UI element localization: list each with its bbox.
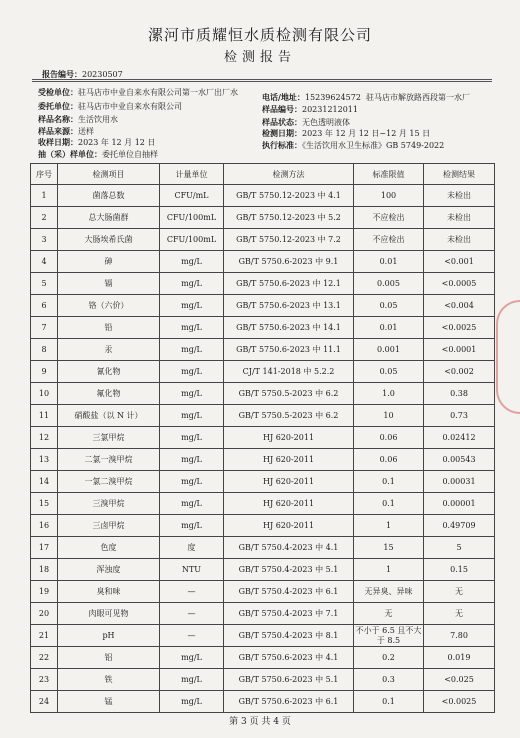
test-item: 三氯甲烷 — [58, 427, 160, 449]
row-number: 12 — [31, 427, 58, 449]
standard-limit: 不应检出 — [354, 207, 424, 229]
test-result: 0.49709 — [424, 515, 495, 537]
test-item: 铬（六价） — [58, 295, 160, 317]
test-result: 0.02412 — [424, 427, 495, 449]
test-result: 未检出 — [424, 229, 495, 251]
test-item: 三卤甲烷 — [58, 515, 160, 537]
test-result: 0.00543 — [424, 449, 495, 471]
test-method: GB/T 5750.12-2023 中 7.2 — [224, 229, 354, 251]
column-header: 检测结果 — [424, 164, 495, 185]
sampling-field: 抽（采）样单位：委托单位自抽样 — [38, 149, 158, 159]
table-row — [31, 295, 495, 317]
table-row — [31, 449, 495, 471]
test-item: 二氯一溴甲烷 — [58, 449, 160, 471]
table-row — [31, 405, 495, 427]
table-row — [31, 603, 495, 625]
row-number: 17 — [31, 537, 58, 559]
test-result: 5 — [424, 537, 495, 559]
seal-stamp-edge — [496, 300, 520, 414]
row-number: 20 — [31, 603, 58, 625]
row-number: 19 — [31, 581, 58, 603]
test-result: <0.004 — [424, 295, 495, 317]
row-number: 21 — [31, 625, 58, 647]
test-method: GB/T 5750.4-2023 中 4.1 — [224, 537, 354, 559]
test-result: 未检出 — [424, 207, 495, 229]
table-header-row — [31, 164, 495, 185]
row-number: 15 — [31, 493, 58, 515]
standard-limit: 0.1 — [354, 471, 424, 493]
standard-limit: 0.3 — [354, 669, 424, 691]
header-divider-top — [32, 79, 492, 80]
sample-state-field: 样品状态：无色透明液体 — [262, 117, 350, 127]
table-row — [31, 581, 495, 603]
table-row — [31, 427, 495, 449]
test-method: GB/T 5750.6-2023 中 11.1 — [224, 339, 354, 361]
table-row — [31, 471, 495, 493]
row-number: 18 — [31, 559, 58, 581]
standard-limit: 10 — [354, 405, 424, 427]
table-row — [31, 207, 495, 229]
unit: mg/L — [160, 273, 224, 295]
test-result: 0.73 — [424, 405, 495, 427]
sample-name-field: 样品名称：生活饮用水 — [38, 114, 118, 124]
unit: mg/L — [160, 361, 224, 383]
standard-limit: 不应检出 — [354, 229, 424, 251]
column-header: 检测方法 — [224, 164, 354, 185]
row-number: 1 — [31, 185, 58, 207]
test-method: GB/T 5750.6-2023 中 6.1 — [224, 691, 354, 713]
unit: mg/L — [160, 317, 224, 339]
table-row — [31, 515, 495, 537]
standard-limit: 无异臭、异味 — [354, 581, 424, 603]
test-date-field: 检测日期：2023 年 12 月 12 日~12 月 15 日 — [262, 128, 431, 138]
unit: mg/L — [160, 515, 224, 537]
test-item: 总大肠菌群 — [58, 207, 160, 229]
test-result: <0.0025 — [424, 317, 495, 339]
test-item: 肉眼可见物 — [58, 603, 160, 625]
entrust-field: 委托单位：驻马店市中业自来水有限公司 — [38, 101, 182, 111]
unit: mg/L — [160, 339, 224, 361]
unit: — — [160, 625, 224, 647]
test-item: 汞 — [58, 339, 160, 361]
test-result: 0.00001 — [424, 493, 495, 515]
header-divider-bottom — [32, 81, 492, 82]
test-item: 铅 — [58, 317, 160, 339]
test-method: GB/T 5750.6-2023 中 9.1 — [224, 251, 354, 273]
test-method: HJ 620-2011 — [224, 449, 354, 471]
table-row — [31, 229, 495, 251]
standard-limit: 0.01 — [354, 317, 424, 339]
test-result: <0.0001 — [424, 339, 495, 361]
standard-limit: 无 — [354, 603, 424, 625]
test-result: 0.15 — [424, 559, 495, 581]
row-number: 6 — [31, 295, 58, 317]
test-method: GB/T 5750.12-2023 中 4.1 — [224, 185, 354, 207]
client-field: 受检单位：驻马店市中业自来水有限公司第一水厂出厂水 — [38, 87, 238, 97]
test-method: GB/T 5750.6-2023 中 12.1 — [224, 273, 354, 295]
standard-limit: 0.001 — [354, 339, 424, 361]
test-result: <0.025 — [424, 669, 495, 691]
test-method: GB/T 5750.6-2023 中 14.1 — [224, 317, 354, 339]
standard-limit: 1 — [354, 559, 424, 581]
standard-limit: 0.01 — [354, 251, 424, 273]
unit: mg/L — [160, 383, 224, 405]
unit: 度 — [160, 537, 224, 559]
row-number: 23 — [31, 669, 58, 691]
report-number: 报告编号：20230507 — [42, 69, 123, 79]
test-method: HJ 620-2011 — [224, 427, 354, 449]
test-result: 7.80 — [424, 625, 495, 647]
standard-limit: 0.1 — [354, 493, 424, 515]
report-title: 检测报告 — [223, 50, 296, 65]
test-result: 0.00031 — [424, 471, 495, 493]
unit: mg/L — [160, 493, 224, 515]
unit: mg/L — [160, 427, 224, 449]
unit: mg/L — [160, 471, 224, 493]
test-method: GB/T 5750.6-2023 中 13.1 — [224, 295, 354, 317]
results-table — [30, 163, 495, 713]
table-row — [31, 339, 495, 361]
table-row — [31, 317, 495, 339]
row-number: 16 — [31, 515, 58, 537]
test-result: <0.0025 — [424, 691, 495, 713]
standard-limit: 1.0 — [354, 383, 424, 405]
unit: NTU — [160, 559, 224, 581]
test-item: pH — [58, 625, 160, 647]
test-result: 0.019 — [424, 647, 495, 669]
test-item: 硝酸盐（以 N 计） — [58, 405, 160, 427]
test-item: 大肠埃希氏菌 — [58, 229, 160, 251]
test-item: 锰 — [58, 691, 160, 713]
test-method: GB/T 5750.4-2023 中 7.1 — [224, 603, 354, 625]
row-number: 5 — [31, 273, 58, 295]
test-method: GB/T 5750.5-2023 中 6.2 — [224, 405, 354, 427]
unit: mg/L — [160, 691, 224, 713]
test-item: 氟化物 — [58, 383, 160, 405]
table-row — [31, 273, 495, 295]
column-header: 检测项目 — [58, 164, 160, 185]
row-number: 14 — [31, 471, 58, 493]
test-method: CJ/T 141-2018 中 5.2.2 — [224, 361, 354, 383]
unit: — — [160, 581, 224, 603]
test-method: GB/T 5750.4-2023 中 5.1 — [224, 559, 354, 581]
table-body — [31, 185, 495, 713]
row-number: 4 — [31, 251, 58, 273]
test-item: 砷 — [58, 251, 160, 273]
test-result: 未检出 — [424, 185, 495, 207]
table-row — [31, 625, 495, 647]
standard-limit: 0.05 — [354, 361, 424, 383]
test-item: 菌落总数 — [58, 185, 160, 207]
standard-limit: 不小于 6.5 且不大于 8.5 — [354, 625, 424, 647]
test-method: GB/T 5750.6-2023 中 5.1 — [224, 669, 354, 691]
test-item: 色度 — [58, 537, 160, 559]
standard-limit: 0.05 — [354, 295, 424, 317]
table-row — [31, 559, 495, 581]
table-row — [31, 361, 495, 383]
row-number: 3 — [31, 229, 58, 251]
unit: CFU/100mL — [160, 207, 224, 229]
table-row — [31, 251, 495, 273]
test-method: GB/T 5750.5-2023 中 6.2 — [224, 383, 354, 405]
test-result: <0.001 — [424, 251, 495, 273]
row-number: 22 — [31, 647, 58, 669]
test-method: HJ 620-2011 — [224, 493, 354, 515]
test-item: 一氯二溴甲烷 — [58, 471, 160, 493]
test-item: 浑浊度 — [58, 559, 160, 581]
unit: CFU/mL — [160, 185, 224, 207]
unit: CFU/100mL — [160, 229, 224, 251]
test-method: HJ 620-2011 — [224, 471, 354, 493]
row-number: 24 — [31, 691, 58, 713]
page-number: 第 3 页 共 4 页 — [229, 717, 291, 727]
test-method: GB/T 5750.4-2023 中 8.1 — [224, 625, 354, 647]
standard-limit: 15 — [354, 537, 424, 559]
test-item: 铝 — [58, 647, 160, 669]
table-row — [31, 647, 495, 669]
table-row — [31, 691, 495, 713]
standard-limit: 0.2 — [354, 647, 424, 669]
unit: mg/L — [160, 295, 224, 317]
test-item: 臭和味 — [58, 581, 160, 603]
company-name: 漯河市质耀恒水质检测有限公司 — [147, 26, 372, 44]
phone-address-field: 电话/地址：15239624572 驻马店市解放路西段第一水厂 — [262, 92, 471, 102]
test-result: 0.38 — [424, 383, 495, 405]
table-row — [31, 383, 495, 405]
test-result: 无 — [424, 603, 495, 625]
unit: mg/L — [160, 669, 224, 691]
test-item: 镉 — [58, 273, 160, 295]
standard-limit: 100 — [354, 185, 424, 207]
table-row — [31, 669, 495, 691]
test-method: GB/T 5750.6-2023 中 4.1 — [224, 647, 354, 669]
table-row — [31, 185, 495, 207]
standard-limit: 0.1 — [354, 691, 424, 713]
test-result: <0.0005 — [424, 273, 495, 295]
column-header: 标准限值 — [354, 164, 424, 185]
row-number: 7 — [31, 317, 58, 339]
unit: mg/L — [160, 405, 224, 427]
table-row — [31, 493, 495, 515]
unit: mg/L — [160, 251, 224, 273]
unit: — — [160, 603, 224, 625]
receive-date-field: 收样日期：2023 年 12 月 12 日 — [38, 137, 156, 147]
test-item: 三溴甲烷 — [58, 493, 160, 515]
test-result: <0.002 — [424, 361, 495, 383]
row-number: 8 — [31, 339, 58, 361]
row-number: 9 — [31, 361, 58, 383]
unit: mg/L — [160, 647, 224, 669]
test-method: GB/T 5750.4-2023 中 6.1 — [224, 581, 354, 603]
standard-limit: 0.005 — [354, 273, 424, 295]
test-item: 铁 — [58, 669, 160, 691]
test-method: GB/T 5750.12-2023 中 5.2 — [224, 207, 354, 229]
standard-limit: 1 — [354, 515, 424, 537]
standard-limit: 0.06 — [354, 449, 424, 471]
test-method: HJ 620-2011 — [224, 515, 354, 537]
standard-limit: 0.06 — [354, 427, 424, 449]
column-header: 序号 — [31, 164, 58, 185]
test-item: 氰化物 — [58, 361, 160, 383]
row-number: 2 — [31, 207, 58, 229]
row-number: 10 — [31, 383, 58, 405]
test-result: 无 — [424, 581, 495, 603]
unit: mg/L — [160, 449, 224, 471]
row-number: 11 — [31, 405, 58, 427]
standard-field: 执行标准：《生活饮用水卫生标准》GB 5749-2022 — [262, 140, 445, 150]
column-header: 计量单位 — [160, 164, 224, 185]
row-number: 13 — [31, 449, 58, 471]
table-row — [31, 537, 495, 559]
sample-number-field: 样品编号：20231212011 — [262, 104, 358, 114]
sample-source-field: 样品来源：送样 — [38, 126, 94, 136]
